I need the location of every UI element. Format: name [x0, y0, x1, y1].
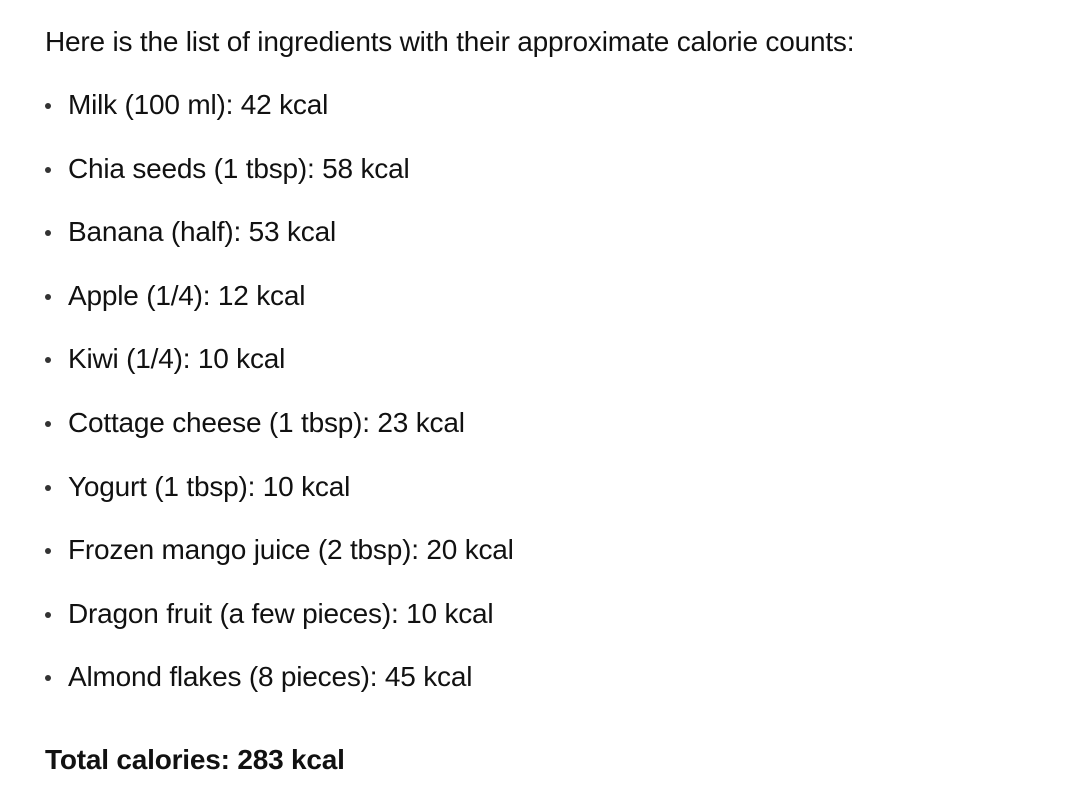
bullet-icon	[45, 167, 51, 173]
message-content	[45, 20, 1045, 775]
bullet-icon	[45, 230, 51, 236]
ingredient-text: Kiwi (1/4): 10 kcal	[68, 343, 286, 375]
ingredient-text: Yogurt (1 tbsp): 10 kcal	[68, 470, 351, 502]
list-item	[45, 274, 1045, 338]
list-item	[45, 465, 1045, 529]
list-item	[45, 528, 1045, 592]
bullet-icon	[45, 612, 51, 618]
list-item	[45, 147, 1045, 211]
list-item	[45, 210, 1045, 274]
bullet-icon	[45, 103, 51, 109]
list-item	[45, 337, 1045, 401]
bullet-icon	[45, 548, 51, 554]
ingredient-text: Almond flakes (8 pieces): 45 kcal	[68, 661, 473, 693]
list-item	[45, 401, 1045, 465]
list-item	[45, 83, 1045, 147]
ingredient-text: Milk (100 ml): 42 kcal	[68, 89, 329, 120]
ingredient-text: Chia seeds (1 tbsp): 58 kcal	[68, 152, 410, 184]
list-item	[45, 592, 1045, 656]
total-calories: Total calories: 283 kcal	[45, 744, 345, 775]
ingredient-list	[45, 83, 1045, 719]
intro-text: Here is the list of ingredients with their approximate calorie counts:	[45, 26, 855, 57]
bullet-icon	[45, 294, 51, 300]
ingredient-text: Apple (1/4): 12 kcal	[68, 279, 306, 311]
ingredient-text: Cottage cheese (1 tbsp): 23 kcal	[68, 406, 465, 438]
ingredient-text: Dragon fruit (a few pieces): 10 kcal	[68, 597, 494, 629]
bullet-icon	[45, 357, 51, 363]
ingredient-text: Frozen mango juice (2 tbsp): 20 kcal	[68, 534, 514, 566]
bullet-icon	[45, 485, 51, 491]
list-item	[45, 655, 1045, 719]
bullet-icon	[45, 675, 51, 681]
bullet-icon	[45, 421, 51, 427]
ingredient-text: Banana (half): 53 kcal	[68, 216, 336, 248]
